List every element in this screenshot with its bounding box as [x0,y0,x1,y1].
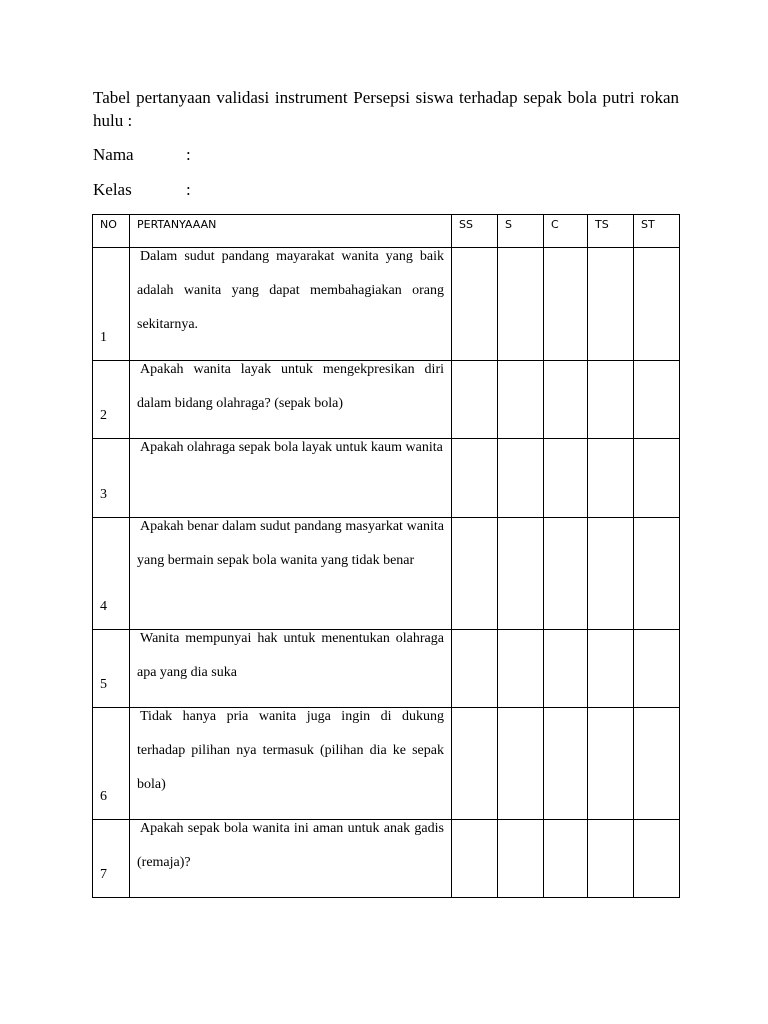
question-cell [130,630,452,708]
row-number: 6 [93,708,130,820]
answer-cell-ts[interactable] [588,518,634,630]
answer-cell-c[interactable] [544,518,588,630]
document-title: Tabel pertanyaan validasi instrument Persepsi siswa terhadap sepak bola putri rokan hulu : [93,88,679,130]
answer-cell-st[interactable] [634,248,680,361]
answer-cell-c[interactable] [544,708,588,820]
nama-colon: : [186,145,191,164]
kelas-label: Kelas [93,180,132,199]
table-row [93,518,680,630]
answer-cell-ss[interactable] [452,708,498,820]
row-number: 1 [93,248,130,361]
header-ss: SS [452,215,498,248]
questionnaire-table [92,214,680,898]
table-row [93,708,680,820]
question-cell [130,248,452,361]
answer-cell-c[interactable] [544,439,588,518]
table-row [93,439,680,518]
question-cell [130,820,452,898]
question-text: Apakah sepak bola wanita ini aman untuk anak gadis (remaja)? [137,821,444,870]
answer-cell-ts[interactable] [588,820,634,898]
answer-cell-s[interactable] [498,439,544,518]
answer-cell-ts[interactable] [588,630,634,708]
question-text: Tidak hanya pria wanita juga ingin di dukung terhadap pilihan nya termasuk (pilihan dia ke sepak bola) [137,709,444,792]
question-text: Apakah wanita layak untuk mengekpresikan diri dalam bidang olahraga? (sepak bola) [137,362,444,411]
answer-cell-st[interactable] [634,439,680,518]
answer-cell-s[interactable] [498,820,544,898]
answer-cell-c[interactable] [544,820,588,898]
answer-cell-s[interactable] [498,248,544,361]
answer-cell-st[interactable] [634,630,680,708]
answer-cell-st[interactable] [634,361,680,439]
answer-cell-c[interactable] [544,248,588,361]
table-row [93,248,680,361]
table-row [93,820,680,898]
question-cell [130,708,452,820]
header-st: ST [634,215,680,248]
header-s: S [498,215,544,248]
header-no: NO [93,215,130,248]
answer-cell-ss[interactable] [452,820,498,898]
kelas-colon: : [186,180,191,199]
answer-cell-ts[interactable] [588,708,634,820]
header-ts: TS [588,215,634,248]
answer-cell-s[interactable] [498,518,544,630]
row-number: 3 [93,439,130,518]
answer-cell-ts[interactable] [588,361,634,439]
kelas-field [93,180,191,200]
answer-cell-s[interactable] [498,630,544,708]
answer-cell-st[interactable] [634,708,680,820]
answer-cell-ss[interactable] [452,361,498,439]
table-row [93,361,680,439]
answer-cell-s[interactable] [498,361,544,439]
row-number: 5 [93,630,130,708]
question-text: Wanita mempunyai hak untuk menentukan olahraga apa yang dia suka [137,631,444,680]
row-number: 2 [93,361,130,439]
row-number: 4 [93,518,130,630]
question-text: Dalam sudut pandang mayarakat wanita yang baik adalah wanita yang dapat membahagiakan orang sekitarnya. [137,249,444,332]
answer-cell-st[interactable] [634,820,680,898]
answer-cell-c[interactable] [544,361,588,439]
answer-cell-ss[interactable] [452,439,498,518]
header-c: C [544,215,588,248]
answer-cell-st[interactable] [634,518,680,630]
question-text: Apakah benar dalam sudut pandang masyarkat wanita yang bermain sepak bola wanita yang tidak benar [137,519,444,568]
question-cell [130,439,452,518]
question-cell [130,518,452,630]
header-question: PERTANYAAAN [130,215,452,248]
table-row [93,630,680,708]
answer-cell-s[interactable] [498,708,544,820]
answer-cell-ss[interactable] [452,630,498,708]
answer-cell-ts[interactable] [588,439,634,518]
answer-cell-ss[interactable] [452,248,498,361]
nama-field [93,145,191,165]
question-cell [130,361,452,439]
nama-label: Nama [93,145,134,164]
question-text: Apakah olahraga sepak bola layak untuk kaum wanita [140,440,443,455]
answer-cell-ts[interactable] [588,248,634,361]
answer-cell-ss[interactable] [452,518,498,630]
answer-cell-c[interactable] [544,630,588,708]
row-number: 7 [93,820,130,898]
